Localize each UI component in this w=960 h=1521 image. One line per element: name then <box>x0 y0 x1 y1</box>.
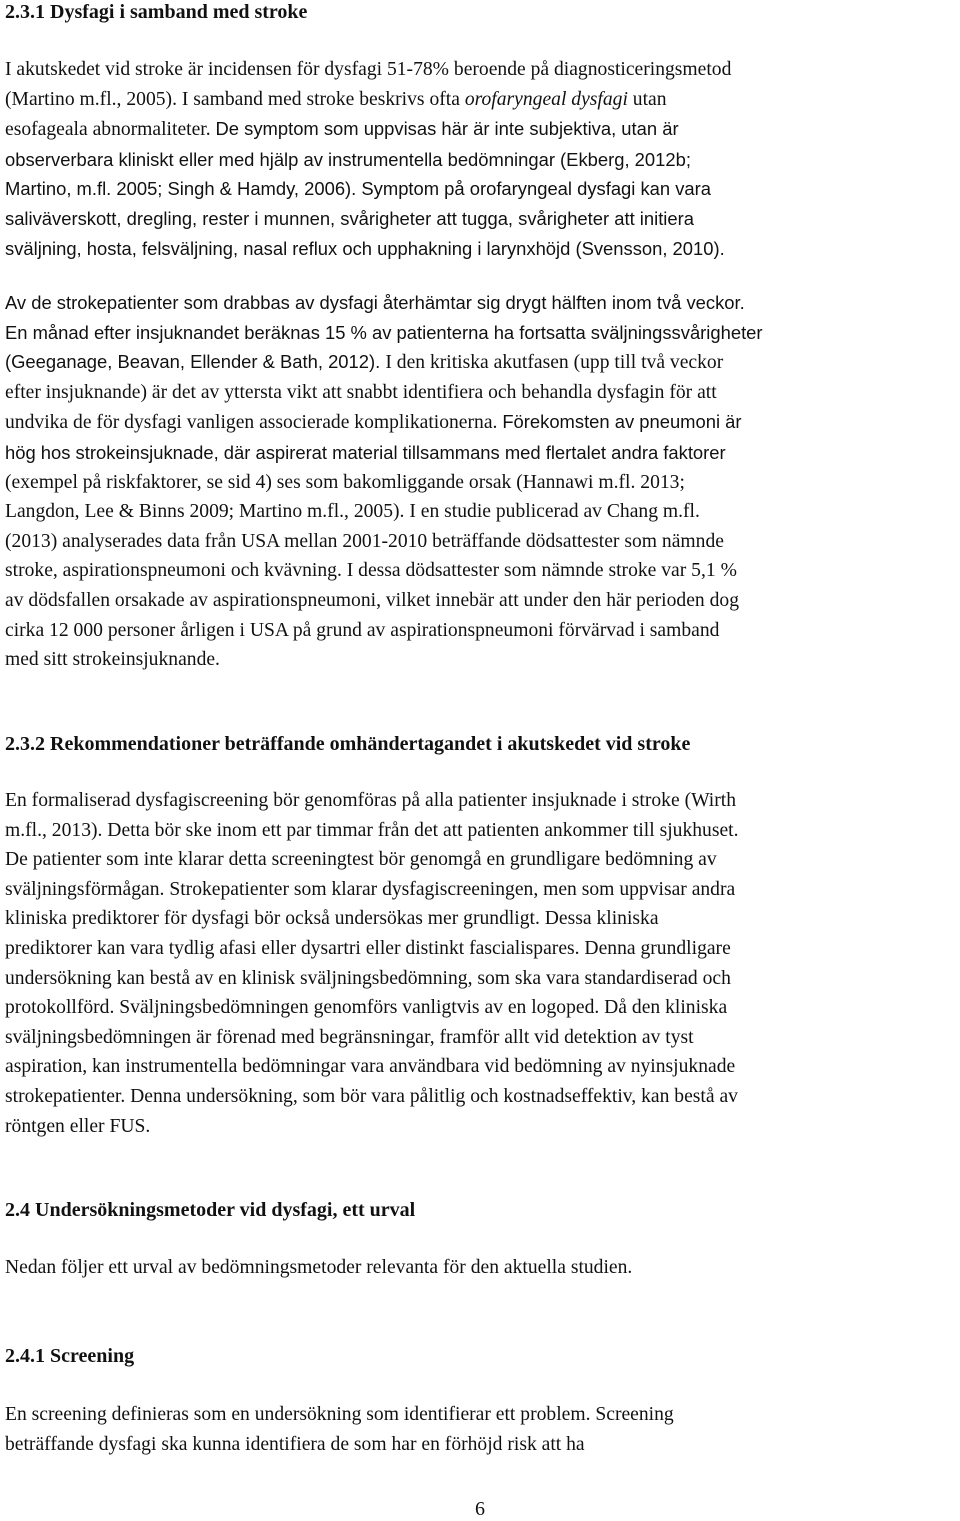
text-run: Symptom på orofaryngeal dysfagi kan vara <box>361 178 712 200</box>
text-line: efter insjuknande) är det av yttersta vikt att snabbt identifiera och behandla dysfagin för att <box>5 381 717 403</box>
text-run: (Martino m.fl., 2005). I samband med stroke beskrivs ofta <box>5 88 465 110</box>
page-number: 6 <box>475 1498 485 1520</box>
text-line: En screening definieras som en undersökning som identifierar ett problem. Screening <box>5 1404 674 1425</box>
section-heading-2-3-2: 2.3.2 Rekommendationer beträffande omhändertagandet i akutskedet vid stroke <box>5 733 691 755</box>
text-line: protokollförd. Sväljningsbedömningen genomförs vanligtvis av en logoped. Då den kliniska <box>5 997 728 1019</box>
text-line: En månad efter insjuknandet beräknas 15 % av patienterna ha fortsatta sväljningssvårigheter <box>5 321 763 343</box>
text-line <box>5 347 763 378</box>
text-line: I akutskedet vid stroke är incidensen för dysfagi 51-78% beroende på diagnosticeringsmetod <box>5 59 732 80</box>
text-line <box>5 407 763 438</box>
section-heading-2-3-1: 2.3.1 Dysfagi i samband med stroke <box>5 1 308 23</box>
text-line <box>5 174 731 204</box>
text-line: stroke, aspirationspneumoni och kvävning. I dessa dödsattester som nämnde stroke var 5,1 % <box>5 560 737 582</box>
text-line <box>5 114 731 145</box>
text-run: utan <box>627 88 667 110</box>
paragraph-urval <box>5 1253 632 1283</box>
text-line: saliväverskott, dregling, rester i munnen, svårigheter att tugga, svårigheter att initiera <box>5 207 694 229</box>
text-line: beträffande dysfagi ska kunna identifiera de som har en förhöjd risk att ha <box>5 1433 585 1455</box>
paragraph-screening <box>5 1400 674 1459</box>
text-line: sväljningsförmågan. Strokepatienter som klarar dysfagiscreeningen, men som uppvisar andra <box>5 878 736 900</box>
italic-term: orofaryngeal dysfagi <box>464 88 628 110</box>
text-line: strokepatienter. Denna undersökning, som bör vara pålitlig och kostnadseffektiv, kan bestå av <box>5 1085 738 1107</box>
text-run: (Geeganage, Beavan, Ellender & Bath, 2012). <box>5 351 386 373</box>
text-line: kliniska prediktorer för dysfagi bör också undersökas mer grundligt. Dessa kliniska <box>5 908 659 930</box>
text-line: prediktorer kan vara tydlig afasi eller dysartri eller distinkt fascialispares. Denna grundligare <box>5 937 731 959</box>
text-line: cirka 12 000 personer årligen i USA på grund av aspirationspneumoni förvärvad i samband <box>5 619 720 641</box>
text-line: av dödsfallen orsakade av aspirationspneumoni, vilket innebär att under den här perioden dog <box>5 589 739 611</box>
text-line: observerbara kliniskt eller med hjälp av instrumentella bedömningar (Ekberg, 2012b; <box>5 148 691 170</box>
section-heading-2-4-1: 2.4.1 Screening <box>5 1345 135 1367</box>
text-line: aspiration, kan instrumentella bedömningar vara användbara vid bedömning av nyinsjuknade <box>5 1056 736 1078</box>
text-line: (exempel på riskfaktorer, se sid 4) ses som bakomliggande orsak (Hannawi m.fl. 2013; <box>5 471 685 493</box>
text-line: m.fl., 2013). Detta bör ske inom ett par timmar från det att patienten ankommer till sjukhuset. <box>5 819 739 841</box>
text-run: undvika de för dysfagi vanligen associerade komplikationerna. <box>5 412 503 434</box>
paragraph-aterhamtning <box>5 288 763 675</box>
text-line: hög hos strokeinsjuknade, där aspirerat material tillsammans med flertalet andra faktorer <box>5 441 726 463</box>
text-line: sväljning, hosta, felsväljning, nasal reflux och upphakning i larynxhöjd (Svensson, 2010). <box>5 237 725 259</box>
text-line: sväljningsbedömningen är förenad med begränsningar, framför allt vid detektion av tyst <box>5 1026 694 1048</box>
text-run: De symptom som uppvisas här är inte subjektiva, utan är <box>215 118 679 140</box>
text-run: Martino, m.fl. 2005; Singh & Hamdy, 2006). <box>5 178 362 200</box>
section-heading-2-4: 2.4 Undersökningsmetoder vid dysfagi, ett urval <box>5 1199 416 1221</box>
text-line <box>5 85 731 115</box>
text-line: (2013) analyserades data från USA mellan 2001-2010 beträffande dödsattester som nämnde <box>5 530 724 552</box>
text-line: röntgen eller FUS. <box>5 1115 151 1137</box>
text-line: Langdon, Lee & Binns 2009; Martino m.fl., 2005). I en studie publicerad av Chang m.fl. <box>5 501 700 523</box>
text-line: med sitt strokeinsjuknande. <box>5 649 220 671</box>
text-run: Förekomsten av pneumoni är <box>502 411 742 433</box>
text-line: Av de strokepatienter som drabbas av dysfagi återhämtar sig drygt hälften inom två veckor. <box>5 292 745 313</box>
text-run: I den kritiska akutfasen (upp till två veckor <box>385 352 724 374</box>
text-line: De patienter som inte klarar detta screeningtest bör genomgå en grundligare bedömning av <box>5 849 717 871</box>
paragraph-rekommendationer <box>5 786 739 1141</box>
paragraph-dysfagi-incidens <box>5 55 731 263</box>
text-line: En formaliserad dysfagiscreening bör genomföras på alla patienter insjuknade i stroke (Wirth <box>5 790 737 811</box>
text-run: esofageala abnormaliteter. <box>5 119 216 141</box>
text-line: undersökning kan bestå av en klinisk sväljningsbedömning, som ska vara standardiserad och <box>5 967 731 989</box>
text-line: Nedan följer ett urval av bedömningsmetoder relevanta för den aktuella studien. <box>5 1257 633 1278</box>
